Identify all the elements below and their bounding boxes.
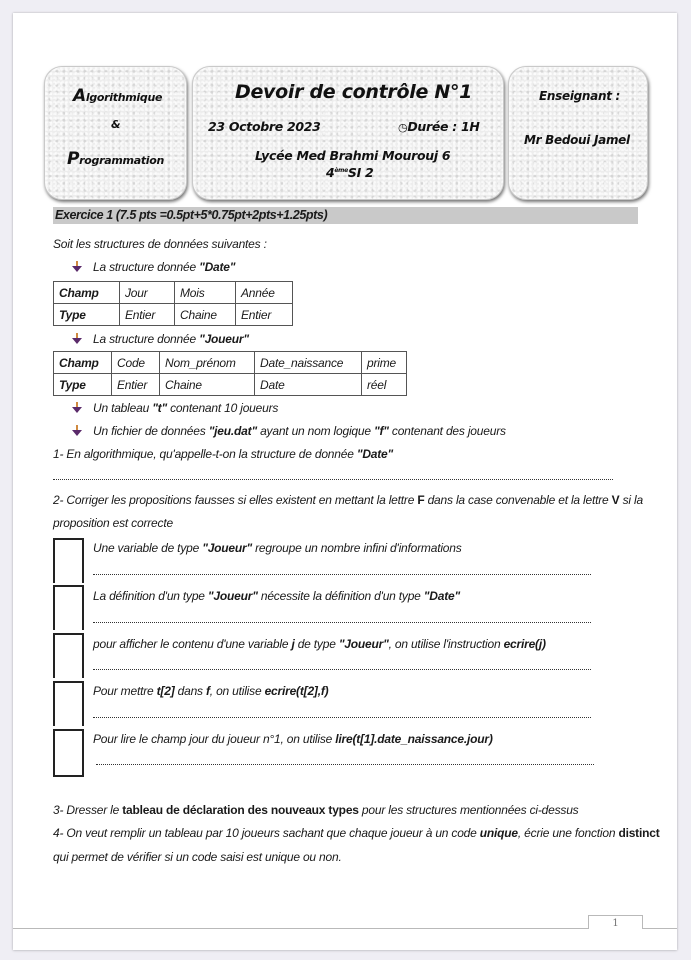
- exam-duration: ◷Durée : 1H: [398, 119, 480, 134]
- table-row: [54, 304, 293, 326]
- exercise-title: Exercice 1 (7.5 pts =0.5pt+5*0.75pt+2pts+1.25pts): [55, 208, 328, 222]
- table-cell: Date_naissance: [255, 352, 362, 374]
- table-cell: Champ: [54, 282, 120, 304]
- footer-divider: [641, 928, 677, 929]
- table-cell: Type: [54, 304, 120, 326]
- arrow-down-bullet-icon: [71, 425, 83, 437]
- file-description: Un fichier de données "jeu.dat" ayant un nom logique "f" contenant des joueurs: [93, 424, 506, 438]
- answer-box-5[interactable]: [53, 729, 84, 777]
- arrow-down-bullet-icon: [71, 333, 83, 345]
- table-cell: Chaine: [160, 374, 255, 396]
- table-row: [54, 282, 293, 304]
- joueur-struct-label: La structure donnée "Joueur": [93, 332, 249, 346]
- table-cell: Date: [255, 374, 362, 396]
- subject-line-3: Programmation: [67, 149, 165, 169]
- table-cell: Chaine: [175, 304, 236, 326]
- school-name: Lycée Med Brahmi Mourouj 6: [255, 148, 451, 163]
- table-row: [54, 374, 407, 396]
- correction-line[interactable]: [96, 762, 594, 765]
- proposition-4: Pour mettre t[2] dans f, on utilise ecrire(t[2],f): [93, 684, 329, 698]
- exam-date: 23 Octobre 2023: [208, 119, 321, 134]
- class-name: 4èmeSI 2: [326, 165, 374, 180]
- exercise-title-bar: [53, 207, 638, 224]
- table-row: [54, 352, 407, 374]
- proposition-2: La définition d'un type "Joueur" nécessite la définition d'un type "Date": [93, 589, 460, 603]
- correction-line[interactable]: [93, 572, 591, 575]
- teacher-box: [508, 66, 648, 200]
- proposition-5: Pour lire le champ jour du joueur n°1, on utilise lire(t[1].date_naissance.jour): [93, 732, 493, 746]
- table-cell: Champ: [54, 352, 112, 374]
- answer-box-4[interactable]: [53, 681, 84, 726]
- correction-line[interactable]: [93, 715, 591, 718]
- subject-line-1: Algorithmique: [73, 86, 163, 106]
- table-cell: prime: [362, 352, 407, 374]
- question-1: 1- En algorithmique, qu'appelle-t-on la structure de donnée "Date": [53, 447, 394, 461]
- table-cell: réel: [362, 374, 407, 396]
- subject-ampersand: &: [111, 118, 121, 131]
- date-struct-label: La structure donnée "Date": [93, 260, 236, 274]
- date-struct-table: [53, 281, 293, 326]
- question-2-line-2: proposition est correcte: [53, 516, 173, 530]
- answer-line[interactable]: [53, 477, 613, 480]
- arrow-down-bullet-icon: [71, 402, 83, 414]
- answer-box-3[interactable]: [53, 633, 84, 678]
- answer-box-2[interactable]: [53, 585, 84, 630]
- question-2-line-1: 2- Corriger les propositions fausses si elles existent en mettant la lettre F dans la case convenable et la lettre V si la: [53, 493, 643, 507]
- table-cell: Mois: [175, 282, 236, 304]
- table-cell: Jour: [120, 282, 175, 304]
- array-t-description: Un tableau "t" contenant 10 joueurs: [93, 401, 279, 415]
- question-4-line-1: 4- On veut remplir un tableau par 10 joueurs sachant que chaque joueur à un code unique, écrie une fonction distinct: [53, 826, 660, 840]
- exam-info-box: [192, 66, 504, 200]
- table-cell: Type: [54, 374, 112, 396]
- question-3: 3- Dresser le tableau de déclaration des nouveaux types pour les structures mentionnées ci-dessus: [53, 803, 579, 817]
- proposition-3: pour afficher le contenu d'une variable j de type "Joueur", on utilise l'instruction ecrire(j): [93, 637, 546, 651]
- table-cell: Entier: [120, 304, 175, 326]
- correction-line[interactable]: [93, 620, 591, 623]
- table-cell: Code: [112, 352, 160, 374]
- joueur-struct-table: [53, 351, 407, 396]
- arrow-down-bullet-icon: [71, 261, 83, 273]
- exam-title: Devoir de contrôle N°1: [235, 81, 473, 103]
- clock-icon: ◷: [398, 121, 408, 134]
- page-number: 1: [588, 915, 643, 929]
- proposition-1: Une variable de type "Joueur" regroupe un nombre infini d'informations: [93, 541, 462, 555]
- intro-text: Soit les structures de données suivantes :: [53, 237, 267, 251]
- table-cell: Nom_prénom: [160, 352, 255, 374]
- table-cell: Entier: [112, 374, 160, 396]
- subject-box: [44, 66, 187, 200]
- question-4-line-2: qui permet de vérifier si un code saisi est unique ou non.: [53, 850, 342, 864]
- answer-box-1[interactable]: [53, 538, 84, 583]
- footer-divider: [13, 928, 588, 929]
- table-cell: Entier: [236, 304, 293, 326]
- correction-line[interactable]: [93, 667, 591, 670]
- teacher-name: Mr Bedoui Jamel: [524, 133, 630, 147]
- teacher-label: Enseignant :: [539, 89, 621, 103]
- table-cell: Année: [236, 282, 293, 304]
